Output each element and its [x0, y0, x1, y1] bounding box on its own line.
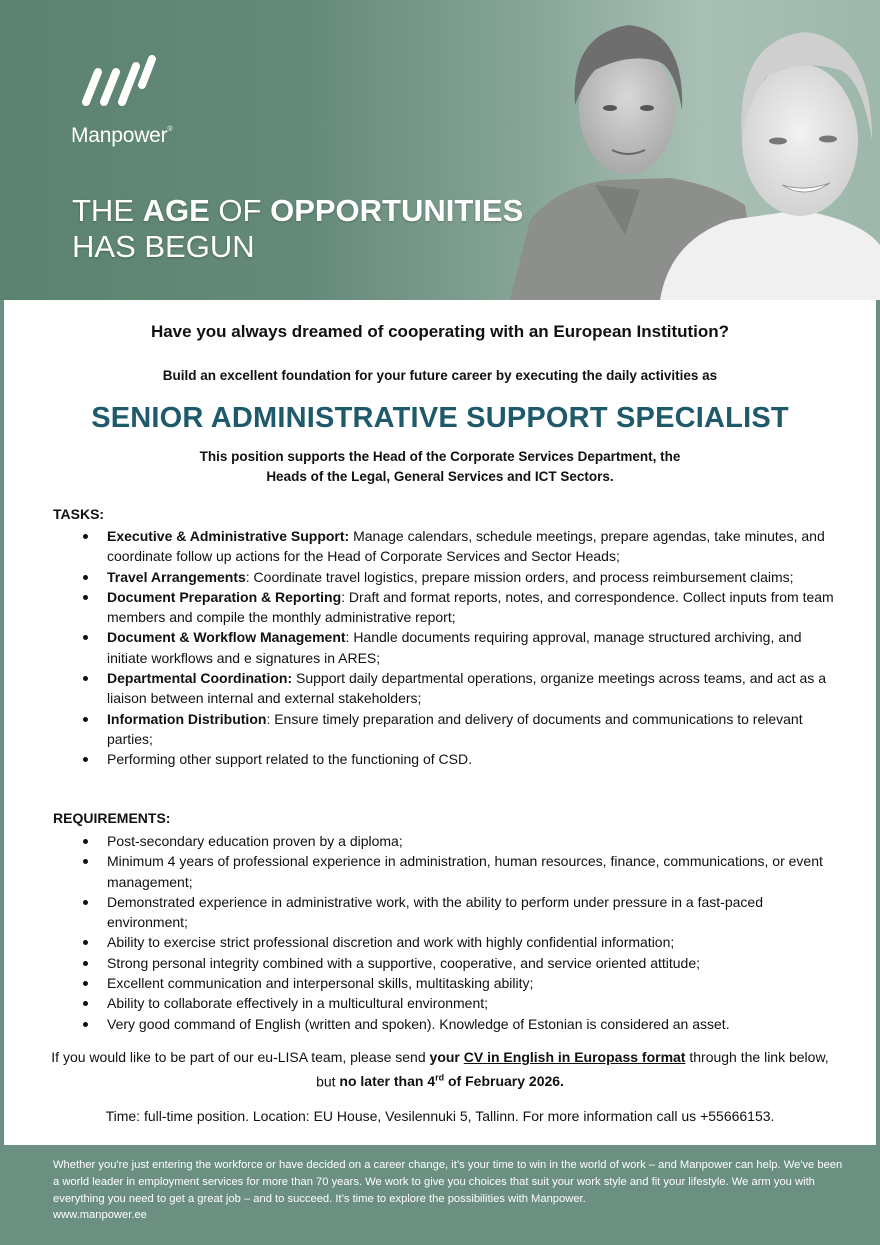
manpower-logo-icon — [78, 52, 178, 112]
task-item: Document & Workflow Management: Handle documents requiring approval, manage structured archiving, and initiate workflows and e signatures in ARES; — [53, 627, 843, 668]
requirement-item: Minimum 4 years of professional experience in administration, human resources, finance, communications, or event management; — [53, 851, 843, 892]
requirement-item: Strong personal integrity combined with a supportive, cooperative, and service oriented attitude; — [53, 953, 843, 973]
requirement-item: Excellent communication and interpersonal skills, multitasking ability; — [53, 973, 843, 993]
intro-build-line: Build an excellent foundation for your future career by executing the daily activities as — [162, 368, 718, 383]
task-item: Executive & Administrative Support: Manage calendars, schedule meetings, prepare agendas, take minutes, and coordinate follow up actions for the Head of Corporate Services and Sector Heads; — [53, 526, 843, 567]
header-banner — [0, 0, 880, 300]
task-item: Travel Arrangements: Coordinate travel logistics, prepare mission orders, and process reimbursement claims; — [53, 567, 843, 587]
tasks-heading: TASKS: — [53, 506, 105, 522]
requirements-list — [53, 831, 843, 1034]
people-photo — [500, 0, 880, 300]
cv-format-link: CV in English in Europass format — [463, 1049, 686, 1065]
deadline: no later than 4rd of February 2026. — [339, 1072, 564, 1090]
footer-website-link[interactable]: www.manpower.ee — [53, 1209, 147, 1222]
requirement-item: Post-secondary education proven by a diploma; — [53, 831, 843, 851]
time-location-contact: Time: full-time position. Location: EU House, Vesilennuki 5, Tallinn. For more information call us +55666153. — [105, 1108, 775, 1124]
position-supports: This position supports the Head of the Corporate Services Department, the Heads of the Legal, General Services and ICT Sectors. — [199, 449, 681, 484]
footer-about — [53, 1157, 843, 1224]
task-item: Information Distribution: Ensure timely preparation and delivery of documents and communications to relevant parties; — [53, 709, 843, 750]
job-title: SENIOR ADMINISTRATIVE SUPPORT SPECIALIST — [91, 402, 789, 434]
tasks-list — [53, 526, 843, 770]
task-item: Performing other support related to the functioning of CSD. — [53, 749, 843, 769]
requirement-item: Ability to collaborate effectively in a multicultural environment; — [53, 993, 843, 1013]
requirement-item: Demonstrated experience in administrative work, with the ability to perform under pressure in a fast-paced environment; — [53, 892, 843, 933]
task-item: Document Preparation & Reporting: Draft and format reports, notes, and correspondence. Collect inputs from team members and compile the monthly administrative report; — [53, 587, 843, 628]
task-item: Departmental Coordination: Support daily departmental operations, organize meetings across teams, and act as a liaison between internal and external stakeholders; — [53, 668, 843, 709]
logo-wordmark: Manpower® — [71, 124, 173, 147]
application-instructions: If you would like to be part of our eu-LISA team, please send your CV in English in Europass format through the link below, but no later than 4rd of February 2026. — [51, 1049, 829, 1090]
requirement-item: Ability to exercise strict professional discretion and work with highly confidential information; — [53, 932, 843, 952]
requirements-heading: REQUIREMENTS: — [53, 810, 171, 826]
job-posting-body — [4, 300, 876, 1145]
intro-question: Have you always dreamed of cooperating with an European Institution? — [150, 322, 730, 341]
requirement-item: Very good command of English (written and spoken). Knowledge of Estonian is considered an asset. — [53, 1014, 843, 1034]
slogan: THE AGE OF OPPORTUNITIES HAS BEGUN — [72, 193, 524, 264]
footer-text: Whether you're just entering the workforce or have decided on a career change, it’s your time to win in the world of work – and Manpower can help. We've been a world leader in employment services for more than 70 years. We work to give you choices that suit your work style and fit your lifestyle. We arm you with everything you need to get a great job – and to succeed. It’s time to explore the possibilities with Manpower. — [53, 1159, 843, 1205]
